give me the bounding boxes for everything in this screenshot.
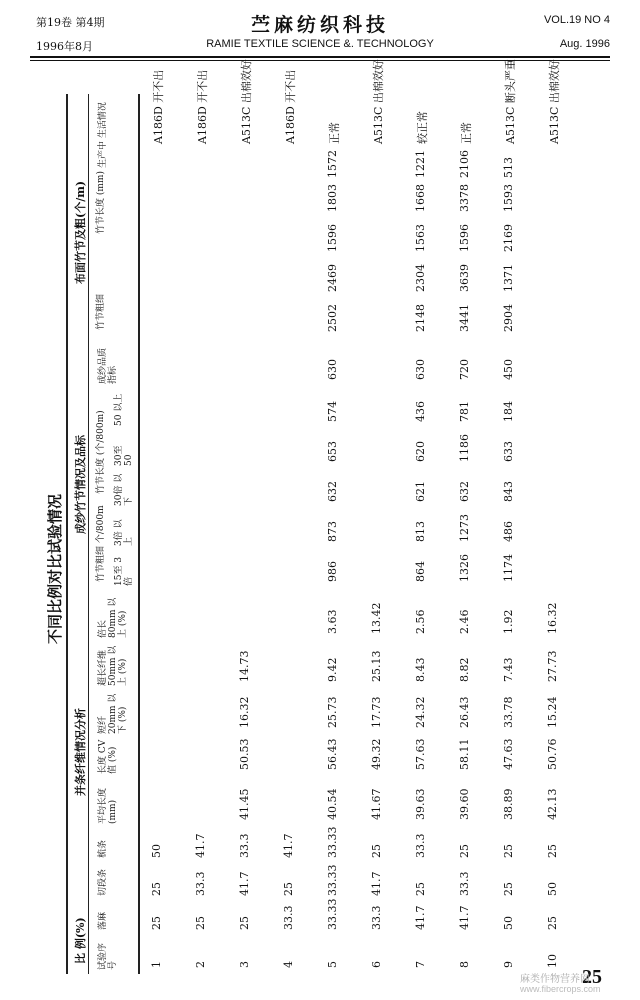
cell-idx: 630 — [414, 359, 427, 380]
date-en: Aug. 1996 — [559, 38, 610, 50]
cell-c2: 3639 — [458, 264, 471, 292]
journal-title-cn: 苎麻纺织科技 — [250, 14, 389, 36]
cell-note: A513C 断头严重 — [504, 59, 517, 144]
cell-r2: 41.7 — [238, 871, 251, 896]
cell-s4: 620 — [414, 441, 427, 462]
cell-avg: 41.67 — [370, 788, 383, 820]
cell-c4: 1593 — [502, 184, 515, 212]
cell-cv: 47.63 — [502, 738, 515, 770]
cell-avg: 39.60 — [458, 788, 471, 820]
table-title: 不同比例对比试验情况 — [46, 493, 64, 644]
cell-short: 15.24 — [546, 696, 559, 728]
cell-long: 8.82 — [458, 657, 471, 682]
cell-r1: 41.7 — [458, 905, 471, 930]
cell-cv: 49.32 — [370, 738, 383, 770]
fine-tops-header: 梳条 — [98, 839, 108, 858]
cell-r1: 25 — [546, 916, 559, 930]
cell-r3: 25 — [502, 844, 515, 858]
cell-r1: 33.33 — [326, 898, 339, 930]
cell-c1: 2502 — [326, 304, 339, 332]
cell-cv: 50.76 — [546, 738, 559, 770]
cloth-len-header: 竹节长度 (mm) — [96, 171, 106, 234]
cell-note: A186D 开不出 — [196, 69, 209, 144]
cell-r2: 25 — [414, 882, 427, 896]
cell-r2: 41.7 — [370, 871, 383, 896]
cell-avg: 40.54 — [326, 788, 339, 820]
journal-title-en: RAMIE TEXTILE SCIENCE &. TECHNOLOGY — [206, 38, 434, 50]
ratio-header: 比 例(%) — [74, 917, 87, 964]
cell-note: A186D 开不出 — [284, 69, 297, 144]
cell-s5: 184 — [502, 401, 515, 422]
cell-dbl: 13.42 — [370, 602, 383, 634]
cell-dbl: 3.63 — [326, 609, 339, 634]
cell-no: 4 — [282, 961, 295, 968]
yarn-index-header: 成纱品质指标 — [98, 347, 118, 384]
volume-en: VOL.19 NO 4 — [543, 14, 610, 26]
cell-c3: 1596 — [458, 224, 471, 252]
avg-length-header: 平均长度 (mm) — [98, 787, 118, 824]
cell-note: A186D 开不出 — [152, 69, 165, 144]
cell-r3: 50 — [150, 844, 163, 858]
cell-c2: 2469 — [326, 264, 339, 292]
cell-s4: 1186 — [458, 434, 471, 462]
cell-no: 7 — [414, 961, 427, 968]
date-cn: 1996年8月 — [36, 40, 93, 53]
cell-s2: 1273 — [458, 514, 471, 542]
cell-c1: 2148 — [414, 304, 427, 332]
cell-r2: 33.3 — [458, 871, 471, 896]
cell-r3: 33.3 — [238, 833, 251, 858]
cell-c5: 1572 — [326, 150, 339, 178]
cell-dbl: 2.56 — [414, 609, 427, 634]
cell-c4: 1803 — [326, 184, 339, 212]
cell-r3: 33.33 — [326, 826, 339, 858]
spun-group-header: 成纱竹节情况及品标 — [74, 435, 87, 534]
cell-short: 24.32 — [414, 696, 427, 728]
cell-c5: 2106 — [458, 150, 471, 178]
cell-r2: 50 — [546, 882, 559, 896]
cell-note: A513C 出棉效好 — [548, 59, 561, 144]
cell-no: 3 — [238, 961, 251, 968]
cell-avg: 38.89 — [502, 788, 515, 820]
double-long-header: 倍长 80mm 以上 (%) — [98, 597, 128, 638]
sub-30-50: 30至 50 — [114, 445, 134, 466]
cell-avg: 42.13 — [546, 788, 559, 820]
cell-c3: 2169 — [502, 224, 515, 252]
cell-r3: 33.3 — [414, 833, 427, 858]
cell-r1: 33.3 — [282, 905, 295, 930]
long-fiber-header: 超长纤维 50mm 以上 (%) — [98, 645, 128, 686]
cell-note: 较正常 — [416, 111, 429, 144]
cell-long: 7.43 — [502, 657, 515, 682]
cell-s3: 632 — [326, 481, 339, 502]
cell-s1: 864 — [414, 561, 427, 582]
thickness-header: 竹节粗细 个/800m — [96, 505, 106, 582]
cell-c1: 2904 — [502, 304, 515, 332]
cell-idx: 450 — [502, 359, 515, 380]
cell-c4: 3378 — [458, 184, 471, 212]
cell-short: 17.73 — [370, 696, 383, 728]
cloth-thick-header: 竹节粗细 — [96, 293, 106, 330]
cell-short: 26.43 — [458, 696, 471, 728]
header-bottom-rule — [138, 94, 140, 974]
cv-header: 长度 CV 值 (%) — [98, 739, 118, 774]
cell-long: 25.13 — [370, 650, 383, 682]
cloth-group-header: 布面竹节及粗(个/m) — [74, 180, 87, 284]
table-top-rule — [66, 94, 68, 974]
cell-s4: 633 — [502, 441, 515, 462]
cell-long: 9.42 — [326, 657, 339, 682]
cell-s2: 873 — [326, 521, 339, 542]
cell-no: 8 — [458, 961, 471, 968]
cell-cv: 58.11 — [458, 738, 471, 770]
sub-15-3: 15至 3倍 — [114, 556, 134, 586]
cell-s3: 632 — [458, 481, 471, 502]
cell-r3: 41.7 — [282, 833, 295, 858]
cell-r3: 25 — [546, 844, 559, 858]
cell-no: 2 — [194, 961, 207, 968]
group-underline — [88, 94, 89, 974]
cell-r2: 25 — [502, 882, 515, 896]
cell-s5: 436 — [414, 401, 427, 422]
sub-50up: 50 以上 — [114, 393, 124, 426]
cell-long: 14.73 — [238, 650, 251, 682]
cell-s2: 486 — [502, 521, 515, 542]
cell-cv: 50.53 — [238, 738, 251, 770]
cell-r1: 25 — [194, 916, 207, 930]
cell-c5: 1221 — [414, 150, 427, 178]
cell-cv: 57.63 — [414, 738, 427, 770]
cell-s1: 1174 — [502, 554, 515, 582]
cell-no: 1 — [150, 961, 163, 968]
cell-c5: 513 — [502, 157, 515, 178]
cell-no: 6 — [370, 961, 383, 968]
length-header: 竹节长度 (个/800m) — [96, 410, 106, 494]
cell-short: 25.73 — [326, 696, 339, 728]
cell-short: 16.32 — [238, 696, 251, 728]
cell-r2: 33.3 — [194, 871, 207, 896]
cell-s1: 1326 — [458, 554, 471, 582]
cell-s2: 813 — [414, 521, 427, 542]
test-no-header: 试验序号 — [98, 942, 118, 970]
watermark-url: www.fibercrops.com — [520, 984, 601, 994]
cell-r2: 25 — [282, 882, 295, 896]
cell-s3: 843 — [502, 481, 515, 502]
cell-no: 5 — [326, 961, 339, 968]
cell-r2: 33.33 — [326, 864, 339, 896]
page-number: 25 — [582, 966, 602, 988]
cell-long: 27.73 — [546, 650, 559, 682]
cell-dbl: 2.46 — [458, 609, 471, 634]
volume-issue: 第19卷 第4期 — [36, 16, 105, 29]
cell-c4: 1668 — [414, 184, 427, 212]
cell-r2: 25 — [150, 882, 163, 896]
cell-s5: 781 — [458, 401, 471, 422]
cell-note: A513C 出棉效好 — [240, 59, 253, 144]
rotated-table — [38, 59, 598, 974]
cell-note: 正常 — [460, 122, 473, 144]
fiber-group-header: 并条纤维情况分析 — [74, 708, 87, 796]
cell-long: 8.43 — [414, 657, 427, 682]
cell-note: A513C 出棉效好 — [372, 59, 385, 144]
header-rule-thin — [30, 60, 610, 61]
cell-cv: 56.43 — [326, 738, 339, 770]
cell-idx: 720 — [458, 359, 471, 380]
cell-r3: 25 — [370, 844, 383, 858]
cell-r3: 25 — [458, 844, 471, 858]
cell-s1: 986 — [326, 561, 339, 582]
cell-c2: 1371 — [502, 264, 515, 292]
cell-r1: 50 — [502, 916, 515, 930]
cell-r1: 25 — [150, 916, 163, 930]
sub-3up: 3倍 以上 — [114, 519, 134, 546]
cut-tops-header: 切段条 — [98, 868, 108, 896]
cell-s5: 574 — [326, 401, 339, 422]
cell-avg: 41.45 — [238, 788, 251, 820]
cell-note: 正常 — [328, 122, 341, 144]
production-header: 生产中 生活情况 — [98, 102, 108, 168]
cell-c2: 2304 — [414, 264, 427, 292]
cell-s4: 653 — [326, 441, 339, 462]
cell-idx: 630 — [326, 359, 339, 380]
cell-s3: 621 — [414, 481, 427, 502]
cell-r1: 33.3 — [370, 905, 383, 930]
cell-no: 10 — [546, 954, 559, 968]
cell-c1: 3441 — [458, 304, 471, 332]
cell-r3: 41.7 — [194, 833, 207, 858]
watermark: 麻类作物营养网 — [520, 974, 590, 985]
cell-r1: 25 — [238, 916, 251, 930]
cell-dbl: 16.32 — [546, 602, 559, 634]
short-fiber-header: 短纤 20mm 以下 (%) — [98, 693, 128, 734]
header-rule — [30, 56, 610, 58]
cell-short: 33.78 — [502, 696, 515, 728]
sub-30down: 30倍 以下 — [114, 473, 134, 506]
noils-header: 落麻 — [98, 911, 108, 930]
cell-avg: 39.63 — [414, 788, 427, 820]
cell-c3: 1563 — [414, 224, 427, 252]
cell-no: 9 — [502, 961, 515, 968]
cell-c3: 1596 — [326, 224, 339, 252]
cell-dbl: 1.92 — [502, 609, 515, 634]
cell-r1: 41.7 — [414, 905, 427, 930]
